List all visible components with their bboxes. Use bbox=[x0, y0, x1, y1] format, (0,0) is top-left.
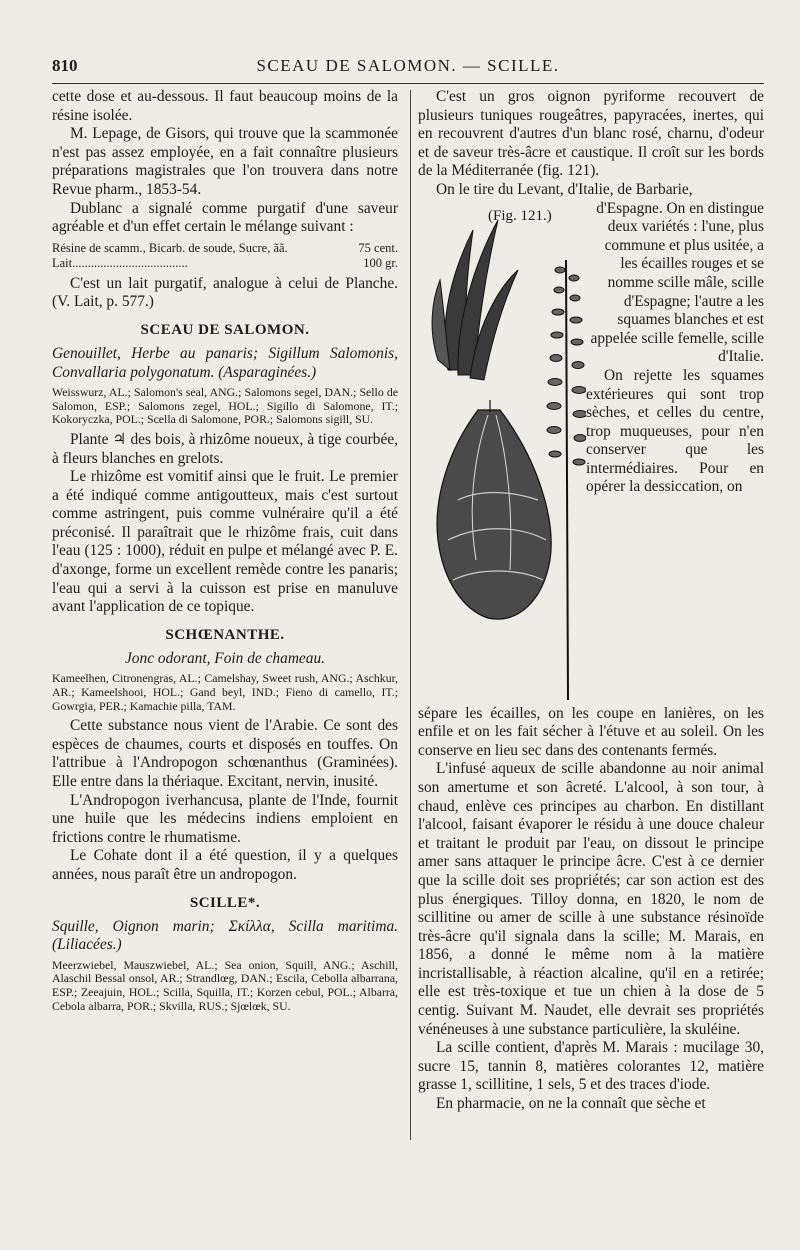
left-column bbox=[52, 88, 398, 1017]
column-separator bbox=[410, 90, 411, 1140]
paragraph: Plante ♃ des bois, à rhizôme noueux, à tige courbée, à fleurs blanches en grelots. bbox=[52, 430, 398, 467]
running-title: SCEAU DE SALOMON. — SCILLE. bbox=[256, 56, 560, 75]
paragraph: L'infusé aqueux de scille abandonne au noir animal son amertume et son âcreté. L'alcool, à son tour, à chaud, enlève ces principes au charbon. En distillant l'alcool, faisant évaporer le résidu à une douce chaleur et traitant le produit par l'eau, on dissout le principe amer sans attaquer le principe âcre. C'est à ce dernier que la scille doit ses propriétés; car son action est des plus énergiques. Tilloy donna, en 1820, le nom de scillitine ou amer de scille à une substance résinoïde très-âcre qu'il signala dans la scille; M. Marais, en 1856, a donné le même nom à la matière incristallisable, à réaction alcaline, qu'il en a retirée; elle est très-toxique et tue un chien à la dose de 5 centig. Suivant M. Naudet, elle devrait ses propriétés vénéneuses à une substance particulière, la skuléine. bbox=[418, 760, 764, 1038]
figure-caption: (Fig. 121.) bbox=[488, 207, 552, 224]
formula-qty: 75 cent. bbox=[358, 240, 398, 255]
paragraph: En pharmacie, on ne la connaît que sèche et bbox=[436, 1095, 706, 1113]
page-header bbox=[52, 56, 764, 78]
squill-leaves-drawing bbox=[432, 220, 518, 380]
squill-bulb-drawing bbox=[437, 400, 551, 619]
formula-table bbox=[52, 241, 398, 271]
synonyms: Genouillet, Herbe au panaris; Sigillum Salomonis, Convallaria polygonatum. (Asparaginées.) bbox=[52, 344, 398, 381]
paragraph: M. Lepage, de Gisors, qui trouve que la scammonée n'est pas assez employée, en a fait connaître plusieurs préparations magistrales que l'on trouvera dans notre Revue pharm., 1853-54. bbox=[52, 125, 398, 198]
section-title-schoenanthe: SCHŒNANTHE. bbox=[165, 626, 285, 643]
header-rule bbox=[52, 83, 764, 84]
foreign-names: Kameelhen, Citronengras, AL.; Camelshay, Sweet rush, ANG.; Aschkur, AR.; Kameelshooi, HOL.; Gand beyl, IND.; Fieno di camello, IT.; Gowrgia, PER.; Kamachie pilla, TAM. bbox=[52, 671, 398, 713]
foreign-names: Meerzwiebel, Mauszwiebel, AL.; Sea onion, Squill, ANG.; Aschill, Alaschil Bessal onsol, AR.; Strandlœg, DAN.; Escila, Cebolla albarrana, ESP.; Zeeajuin, HOL.; Scilla, Squilla, IT.; Korzen cebul, POL.; Albarra, Cebola albarra, POR.; Skvilla, RUS.; Sjœlœk, SU. bbox=[52, 957, 398, 1013]
right-column bbox=[418, 88, 764, 1114]
paragraph: L'Andropogon iverhancusa, plante de l'Inde, fournit une huile que les médecins indiens emploient en frictions contre le rhumatisme. bbox=[52, 791, 398, 846]
squill-illustration bbox=[418, 200, 586, 705]
figure-side-text bbox=[586, 200, 764, 705]
paragraph: sépare les écailles, on les coupe en lanières, on les enfile et on les fait sécher à l'étuve et au soleil. On les conserve en lieu sec dans des contenants fermés. bbox=[418, 704, 764, 759]
paragraph: Le rhizôme est vomitif ainsi que le fruit. Le premier a été indiqué comme antigoutteux, mais c'est surtout comme astringent, puis comme vulnéraire qu'il a été préconisé. Il paraîtrait que le rhizôme frais, cuit dans l'eau (125 : 1000), réduit en pulpe et mélangé avec P. E. d'axonge, forme un excellent remède contre les panaris; l'eau qui a servi à la cuisson est prise en manuluve avant l'application de ce topique. bbox=[52, 468, 398, 616]
section-title-scille: SCILLE*. bbox=[189, 894, 261, 911]
formula-qty: 100 gr. bbox=[363, 255, 398, 270]
paragraph: Le Cohate dont il a été question, il y a quelques années, nous paraît être un andropogon. bbox=[52, 847, 398, 883]
paragraph: C'est un gros oignon pyriforme recouvert de plusieurs tuniques rougeâtres, papyracées, inertes, qui en recouvrent d'autres d'un blanc rosé, charnu, d'odeur et de saveur très-âcre et caustique. Il croît sur les bords de la Méditerranée (fig. 121). bbox=[418, 88, 764, 180]
paragraph: Cette substance nous vient de l'Arabie. Ce sont des espèces de chaumes, courts et disposés en touffes. On l'attribue à l'Andropogon schœnanthus (Graminées). Elle entre dans la thériaque. Excitant, nervin, inusité. bbox=[52, 717, 398, 790]
paragraph: d'Espagne. On en distingue deux variétés : l'une, plus commune et plus usitée, a les écailles rouges et se nomme scille mâle, scille d'Espagne; l'autre a les squames blanches et est appelée scille femelle, scille d'Italie. bbox=[590, 199, 764, 366]
synonyms: Squille, Oignon marin; Σκίλλα, Scilla maritima. (Liliacées.) bbox=[52, 917, 398, 954]
section-title-sceau: SCEAU DE SALOMON. bbox=[140, 321, 310, 338]
squill-flower-spike-drawing bbox=[547, 260, 586, 700]
figure-121 bbox=[418, 200, 586, 705]
figure-block bbox=[418, 200, 764, 705]
paragraph: cette dose et au-dessous. Il faut beaucoup moins de la résine isolée. bbox=[52, 88, 398, 124]
subtitle: Jonc odorant, Foin de chameau. bbox=[124, 649, 326, 667]
foreign-names: Weisswurz, AL.; Salomon's seal, ANG.; Salomons segel, DAN.; Sello de Salomon, ESP.; Salomons zegel, HOL.; Sigillo di Salomone, IT.; Kokoryczka, POL.; Scella di Salomone, POR.; Salomons sigill, SU. bbox=[52, 385, 398, 427]
paragraph: La scille contient, d'après M. Marais : mucilage 30, sucre 15, tannin 8, matières colorantes 12, matière grasse 1, scillitine, 1 sels, 5 et des traces d'iode. bbox=[418, 1039, 764, 1094]
paragraph: Dublanc a signalé comme purgatif d'une saveur agréable et d'un effet certain le mélange suivant : bbox=[52, 199, 398, 236]
formula-item: Lait..................................... bbox=[52, 255, 188, 270]
paragraph: On rejette les squames extérieures qui sont trop sèches, et celles du centre, trop muqueuses, pour n'en conserver que les intermédiaires. Pour en opérer la dessiccation, on bbox=[586, 366, 764, 496]
page-number: 810 bbox=[52, 56, 78, 75]
formula-item: Résine de scamm., Bicarb. de soude, Sucre, ãã. bbox=[52, 240, 288, 255]
formula-row bbox=[52, 256, 398, 271]
formula-row bbox=[52, 241, 398, 256]
paragraph: On le tire du Levant, d'Italie, de Barbarie, bbox=[436, 180, 693, 198]
paragraph: C'est un lait purgatif, analogue à celui de Planche. (V. Lait, p. 577.) bbox=[52, 274, 398, 311]
